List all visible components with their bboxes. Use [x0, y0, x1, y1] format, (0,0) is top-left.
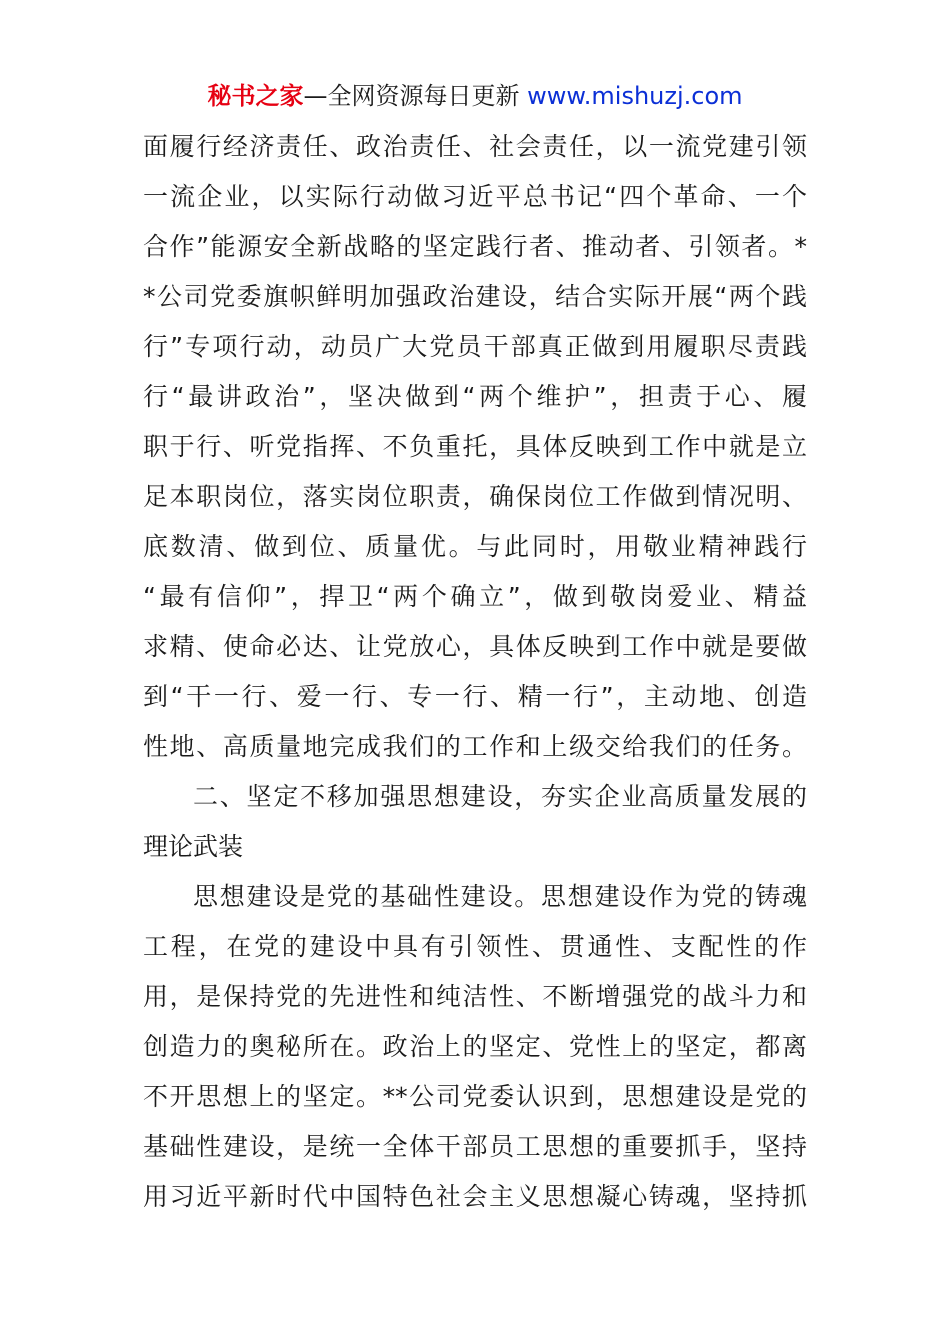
text-line: “最有信仰”，捍卫“两个确立”，做到敬岗爱业、精益 [143, 582, 807, 611]
site-url-link[interactable]: www.mishuzj.com [527, 82, 743, 110]
site-tagline: —全网资源每日更新 [303, 82, 528, 110]
site-header [0, 80, 950, 112]
text-line: 面履行经济责任、政治责任、社会责任，以一流党建引领 [143, 132, 807, 161]
text-line: 用习近平新时代中国特色社会主义思想凝心铸魂，坚持抓 [143, 1182, 807, 1211]
text-line: 不开思想上的坚定。**公司党委认识到，思想建设是党的 [143, 1082, 807, 1111]
text-line: 一流企业，以实际行动做习近平总书记“四个革命、一个 [143, 182, 807, 211]
text-line: 合作”能源安全新战略的坚定践行者、推动者、引领者。* [143, 232, 807, 261]
paragraph-first-line: 思想建设是党的基础性建设。思想建设作为党的铸魂 [193, 882, 807, 911]
text-line: 行“最讲政治”，坚决做到“两个维护”，担责于心、履 [143, 382, 807, 411]
text-line: 行”专项行动，动员广大党员干部真正做到用履职尽责践 [143, 332, 807, 361]
text-line: 职于行、听党指挥、不负重托，具体反映到工作中就是立 [143, 432, 807, 461]
paragraph-first-line: 二、坚定不移加强思想建设，夯实企业高质量发展的 [193, 782, 807, 811]
text-line: 理论武装 [143, 832, 244, 861]
text-line: 底数清、做到位、质量优。与此同时，用敬业精神践行 [143, 532, 807, 561]
text-line: 足本职岗位，落实岗位职责，确保岗位工作做到情况明、 [143, 482, 807, 511]
text-line: 性地、高质量地完成我们的工作和上级交给我们的任务。 [143, 732, 807, 761]
text-line: 用，是保持党的先进性和纯洁性、不断增强党的战斗力和 [143, 982, 807, 1011]
text-line: 求精、使命必达、让党放心，具体反映到工作中就是要做 [143, 632, 807, 661]
document-body [143, 128, 807, 1228]
site-brand: 秘书之家 [207, 82, 304, 110]
text-line: 工程，在党的建设中具有引领性、贯通性、支配性的作 [143, 932, 807, 961]
text-line: 基础性建设，是统一全体干部员工思想的重要抓手，坚持 [143, 1132, 807, 1161]
text-line: *公司党委旗帜鲜明加强政治建设，结合实际开展“两个践 [143, 282, 807, 311]
text-line: 创造力的奥秘所在。政治上的坚定、党性上的坚定，都离 [143, 1032, 807, 1061]
text-line: 到“干一行、爱一行、专一行、精一行”，主动地、创造 [143, 682, 807, 711]
